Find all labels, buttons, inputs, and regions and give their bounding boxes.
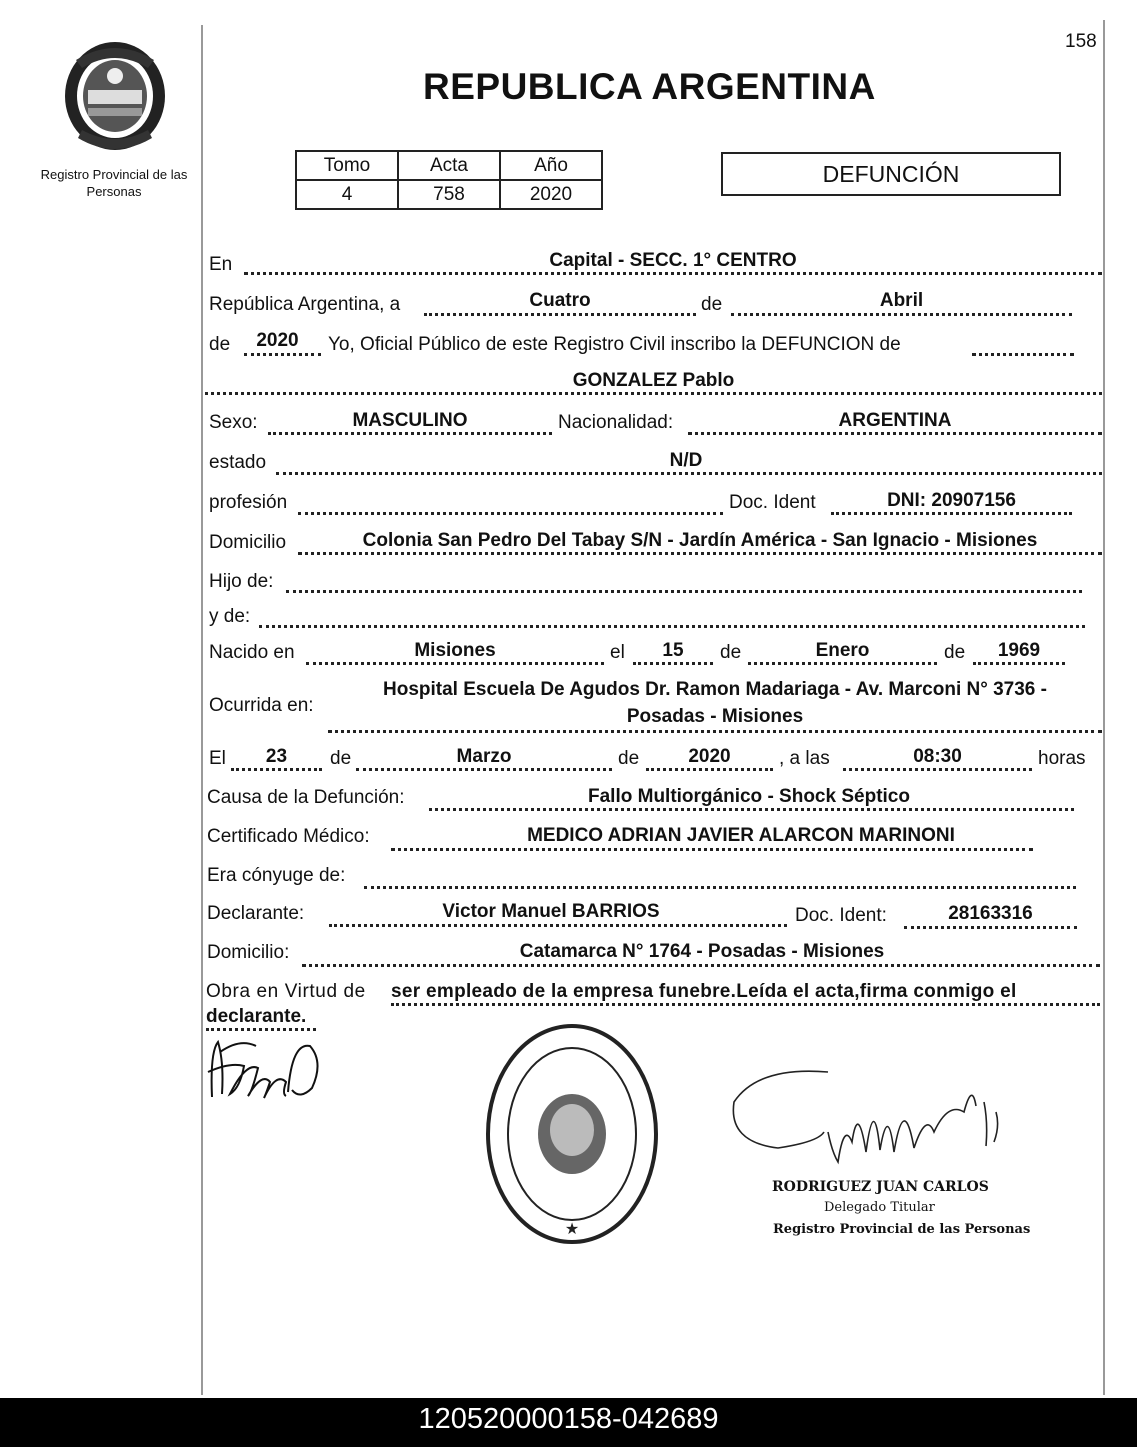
causa-line [429,808,1074,811]
en-label: En [209,254,233,275]
ocurrida-line1: Hospital Escuela De Agudos Dr. Ramon Madariaga - Av. Marconi N° 3736 - [383,679,1047,700]
death-time-line [843,768,1032,771]
nacionalidad-line [688,432,1102,435]
provincial-seal-logo [58,38,172,154]
record-table [295,150,603,210]
left-margin-line [201,25,203,1395]
alas-label: , a las [779,748,830,769]
death-time: 08:30 [913,746,962,767]
sexo-label: Sexo: [209,412,258,433]
nacido-label: Nacido en [209,642,295,663]
profesion-line [298,512,723,515]
deceased-name: GONZALEZ Pablo [572,370,735,391]
obra-label: Obra en Virtud de [206,981,366,1002]
estado-label: estado [209,452,267,473]
month-value: Abril [879,290,924,311]
record-type-box: DEFUNCIÓN [721,152,1061,196]
birth-day: 15 [662,640,684,661]
birth-month-line [748,662,937,665]
header-tomo: Tomo [296,151,398,180]
obra-value-2: declarante. [206,1006,307,1027]
profesion-label: profesión [209,492,288,513]
en-value: Capital - SECC. 1° CENTRO [549,250,797,271]
birth-year-line [973,662,1065,665]
day-written: Cuatro [529,290,591,311]
el-label: el [610,642,625,663]
death-month: Marzo [456,746,512,767]
decl-doc-label: Doc. Ident: [795,905,887,926]
doc-ident-value: DNI: 20907156 [887,490,1016,511]
domicilio-line [298,552,1102,555]
obra-line-2 [206,1028,316,1031]
republica-label: República Argentina, a [209,294,401,315]
conyuge-label: Era cónyuge de: [207,865,346,886]
decl-domicilio-line [302,964,1100,967]
nacido-line [306,662,604,665]
certificado-value: MEDICO ADRIAN JAVIER ALARCON MARINONI [527,825,955,846]
sexo-value: MASCULINO [352,410,468,431]
year-line [244,353,321,356]
decl-domicilio-value: Catamarca N° 1764 - Posadas - Misiones [519,941,885,962]
decl-doc-line [904,926,1077,929]
domicilio-label: Domicilio [209,532,287,553]
estado-value: N/D [669,450,703,471]
footer-code: 120520000158-042689 [0,1398,1137,1447]
doc-ident-line [831,512,1072,515]
en-line [244,272,1102,275]
declarante-label: Declarante: [207,903,305,924]
de-label-5: de [330,748,352,769]
decl-doc-value: 28163316 [948,903,1033,924]
de-label-3: de [720,642,742,663]
death-year: 2020 [688,746,731,767]
officer-signature [728,1062,1028,1192]
de-label-6: de [618,748,640,769]
month-line [731,313,1072,316]
death-day-line [231,768,322,771]
obra-value-1: ser empleado de la empresa funebre.Leída el acta,firma conmigo el [391,981,1017,1002]
hijo-label: Hijo de: [209,571,274,592]
death-day: 23 [265,746,288,767]
de-label-4: de [944,642,966,663]
causa-value: Fallo Multiorgánico - Shock Séptico [588,786,910,807]
causa-label: Causa de la Defunción: [207,787,405,808]
right-margin-line [1103,20,1105,1395]
registry-label: Registro Provincial de las Personas [40,167,188,199]
death-year-line [646,768,773,771]
estado-line [276,472,1102,475]
sexo-line [268,432,552,435]
ocurrida-line [328,730,1102,733]
declarant-signature [200,1032,330,1104]
officer-office: Registro Provincial de las Personas [773,1222,1031,1237]
year-value: 2020 [256,330,299,351]
value-ano: 2020 [500,180,602,209]
de-label-2: de [209,334,231,355]
el-cap-label: El [209,748,226,769]
header-ano: Año [500,151,602,180]
nacido-value: Misiones [414,640,496,661]
certificado-label: Certificado Médico: [207,826,370,847]
birth-month: Enero [815,640,870,661]
hijo-line [286,590,1082,593]
ocurrida-label: Ocurrida en: [209,695,314,716]
domicilio-value: Colonia San Pedro Del Tabay S/N - Jardín América - San Ignacio - Misiones [362,530,1038,551]
value-tomo: 4 [296,180,398,209]
svg-text:★: ★ [564,1219,580,1238]
inscribo-text: Yo, Oficial Público de este Registro Civil inscribo la DEFUNCION de [328,334,901,355]
horas-label: horas [1038,748,1086,769]
day-line [424,313,696,316]
death-month-line [356,768,612,771]
officer-name: RODRIGUEZ JUAN CARLOS [772,1179,989,1195]
decl-domicilio-label: Domicilio: [207,942,290,963]
name-line [205,392,1102,395]
ocurrida-line2: Posadas - Misiones [626,706,804,727]
de-label-1: de [701,294,723,315]
conyuge-line [364,886,1076,889]
nacionalidad-label: Nacionalidad: [558,412,674,433]
inscribo-tail-line [972,353,1074,356]
doc-ident-label: Doc. Ident [729,492,816,513]
officer-role: Delegado Titular [824,1200,935,1215]
declarante-value: Victor Manuel BARRIOS [442,901,660,922]
birth-year: 1969 [997,640,1041,661]
yde-line [259,625,1085,628]
obra-line [391,1003,1100,1006]
header-acta: Acta [398,151,500,180]
page-title: REPUBLICA ARGENTINA [423,66,876,107]
page-number: 158 [1065,31,1097,52]
yde-label: y de: [209,606,251,627]
declarante-line [329,924,787,927]
certificado-line [391,848,1033,851]
official-stamp [484,1022,660,1248]
nacionalidad-value: ARGENTINA [838,410,952,431]
value-acta: 758 [398,180,500,209]
birth-day-line [633,662,713,665]
